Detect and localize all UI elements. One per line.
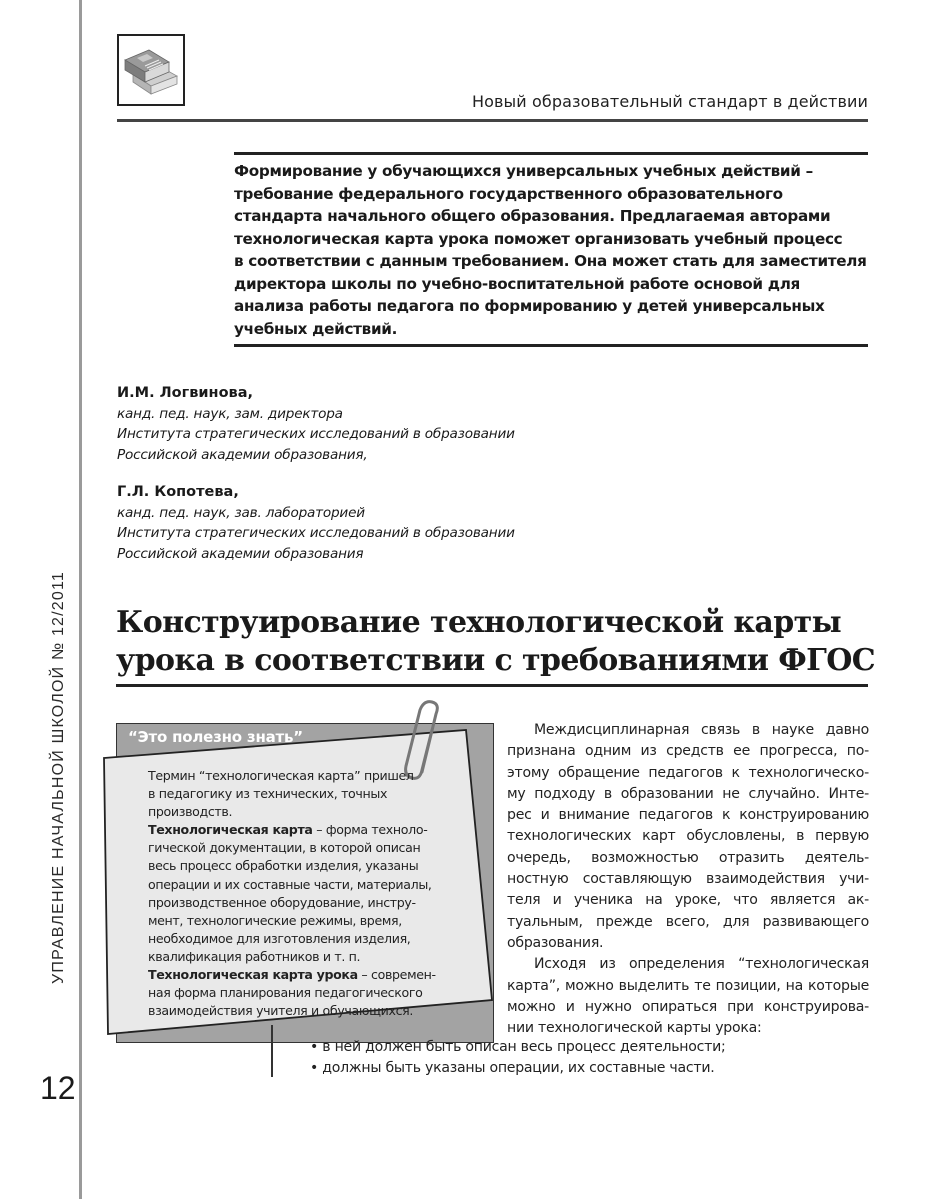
card-line: Термин “технологическая карта” пришел [148, 768, 414, 783]
body-line: образования. [507, 934, 604, 951]
lead-line: Формирование у обучающихся универсальных учебных действий – [234, 162, 813, 180]
body-line: теля и ученика на уроке, что является ак- [507, 892, 869, 909]
author-affiliation: Института стратегических исследований в образовании [117, 525, 515, 541]
body-line: ностную составляющую взаимодействия учи- [507, 871, 869, 888]
author-affiliation: Российской академии образования [117, 545, 364, 562]
body-line: очередь, возможностью отразить деятель- [507, 849, 869, 866]
body-line: рес и внимание педагогов к конструированию [507, 807, 869, 824]
body-line: технологических карт обусловлены, в первую [507, 828, 869, 845]
bullet-list [310, 1037, 726, 1080]
title-rule [116, 684, 868, 687]
body-line: Исходя из определения “технологическая [534, 956, 869, 973]
term: Технологическая карта [148, 822, 313, 838]
bullet-item: • в ней должен быть описан весь процесс деятельности; [310, 1039, 726, 1055]
sidebar-card-heading: “Это полезно знать” [128, 728, 303, 746]
body-line: нии технологической карты урока: [507, 1020, 762, 1037]
header-rule [117, 119, 868, 122]
books-stack-icon [117, 34, 185, 106]
card-line [148, 966, 468, 984]
card-line: весь процесс обработки изделия, указаны [148, 858, 419, 874]
lead-paragraph [234, 160, 874, 340]
lead-line: стандарта начального общего образования. Предлагаемая авторами [234, 207, 831, 225]
body-line: можно и нужно опираться при конструирова- [507, 998, 869, 1015]
card-line: производственное оборудование, инстру- [148, 894, 416, 910]
card-line: мент, технологические режимы, время, [148, 912, 402, 928]
article-title-line: Конструирование технологической карты [116, 605, 842, 640]
definition: – современ- [357, 967, 436, 983]
body-line: карта”, можно выделить те позиции, на которые [507, 977, 869, 994]
sidebar-card-text [148, 767, 468, 1020]
author-block [117, 482, 515, 564]
body-line: му подходу в образовании не случайно. Инте- [507, 785, 869, 802]
page-number: 12 [40, 1070, 76, 1106]
card-line: взаимодействия учителя и обучающихся. [148, 1003, 414, 1019]
author-name: Г.Л. Копотева, [117, 484, 239, 500]
card-line: ная форма планирования педагогического [148, 985, 423, 1001]
author-affiliation: канд. пед. наук, зам. директора [117, 405, 343, 422]
card-line: необходимое для изготовления изделия, [148, 930, 411, 946]
card-line: в педагогику из технических, точных [148, 786, 388, 802]
author-affiliation: Института стратегических исследований в образовании [117, 426, 515, 442]
card-stem-line [271, 1025, 273, 1077]
author-name: И.М. Логвинова, [117, 385, 253, 401]
card-line: квалификация работников и т. п. [148, 948, 361, 964]
lead-line: анализа работы педагога по формированию у детей универсальных [234, 297, 825, 315]
card-line: гической документации, в которой описан [148, 840, 421, 856]
card-line: операции и их составные части, материалы, [148, 876, 432, 892]
lead-line: директора школы по учебно-воспитательной работе основой для [234, 274, 800, 293]
term: Технологическая карта урока [148, 967, 358, 983]
section-title: Новый образовательный стандарт в действии [472, 92, 868, 111]
article-title [116, 604, 876, 680]
lead-line: в соответствии с данным требованием. Она может стать для заместителя [234, 252, 867, 270]
gutter-divider [79, 0, 82, 1199]
lead-line: учебных действий. [234, 319, 398, 338]
definition: – форма техноло- [312, 822, 428, 838]
bullet-item: • должны быть указаны операции, их составные части. [310, 1060, 715, 1077]
author-block [117, 383, 515, 465]
journal-spine-title: УПРАВЛЕНИЕ НАЧАЛЬНОЙ ШКОЛОЙ № 12/2011 [50, 570, 67, 984]
card-line [148, 821, 468, 839]
body-line: туальным, прежде всего, для развивающего [507, 913, 869, 930]
lead-rule-top [234, 152, 868, 155]
lead-rule-bottom [234, 344, 868, 347]
body-line: этому обращение педагогов к технологическо- [507, 764, 869, 781]
author-affiliation: Российской академии образования, [117, 446, 368, 463]
body-line: Междисциплинарная связь в науке давно [534, 722, 869, 738]
author-affiliation: канд. пед. наук, зав. лабораторией [117, 504, 365, 521]
body-line: признана одним из средств ее прогресса, по- [507, 743, 869, 760]
card-line: производств. [148, 804, 233, 820]
body-text [507, 720, 869, 1039]
article-title-line: урока в соответствии с требованиями ФГОС [116, 643, 876, 678]
lead-line: требование федерального государственного образовательного [234, 184, 783, 203]
lead-line: технологическая карта урока поможет организовать учебный процесс [234, 229, 843, 248]
